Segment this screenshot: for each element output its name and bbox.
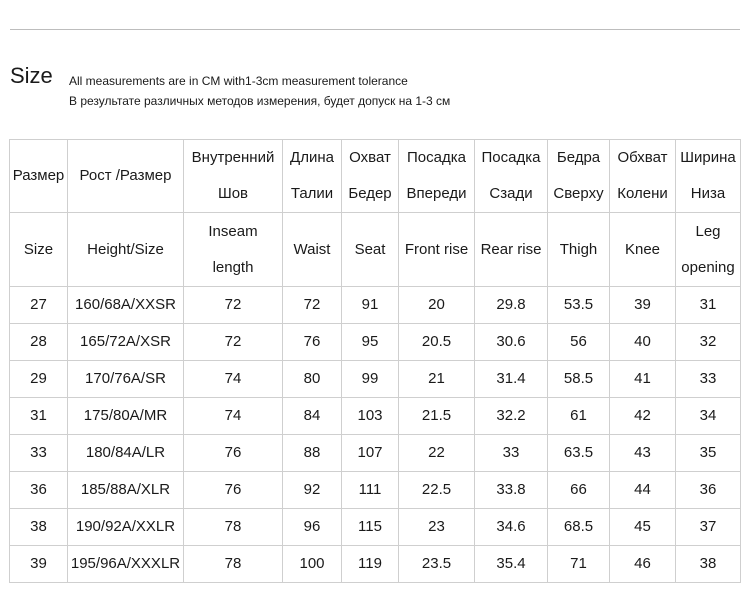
table-cell: 190/92A/XXLR <box>68 509 184 546</box>
table-cell: 91 <box>342 287 399 324</box>
header-cell-line: Сверху <box>553 185 604 202</box>
header-cell-line: Ширина <box>680 149 736 166</box>
table-cell: 160/68A/XXSR <box>68 287 184 324</box>
table-cell: 58.5 <box>548 361 610 398</box>
table-cell: 40 <box>610 324 676 361</box>
header-cell-line: Охват <box>349 149 391 166</box>
table-cell: 32.2 <box>475 398 548 435</box>
table-cell: 43 <box>610 435 676 472</box>
table-cell: 115 <box>342 509 399 546</box>
header-cell-line: Посадка <box>407 149 466 166</box>
table-cell: 119 <box>342 546 399 583</box>
table-cell: 180/84A/LR <box>68 435 184 472</box>
table-cell: 34 <box>676 398 741 435</box>
table-cell: 29.8 <box>475 287 548 324</box>
header-cell-line: Сзади <box>489 185 533 202</box>
table-cell: 42 <box>610 398 676 435</box>
header-cell-line: Рост /Размер <box>79 167 172 184</box>
table-cell: 170/76A/SR <box>68 361 184 398</box>
table-cell: 96 <box>283 509 342 546</box>
table-cell: 36 <box>676 472 741 509</box>
table-cell: 27 <box>10 287 68 324</box>
header-cell-line: Внутренний <box>191 149 275 166</box>
header-cell-line: Inseam <box>208 222 258 240</box>
table-cell: 63.5 <box>548 435 610 472</box>
table-cell: 38 <box>676 546 741 583</box>
table-cell: 31.4 <box>475 361 548 398</box>
table-cell: 21.5 <box>399 398 475 435</box>
table-cell: 195/96A/XXXLR <box>68 546 184 583</box>
table-cell: 165/72A/XSR <box>68 324 184 361</box>
table-cell: 38 <box>10 509 68 546</box>
table-cell: 35.4 <box>475 546 548 583</box>
note-russian: В результате различных методов измерения, будет допуск на 1-3 см <box>69 94 451 108</box>
header-cell <box>342 213 399 287</box>
table-cell: 20.5 <box>399 324 475 361</box>
table-cell: 32 <box>676 324 741 361</box>
table-cell: 33 <box>10 435 68 472</box>
header-cell-line: Размер <box>12 167 65 184</box>
header-cell <box>68 213 184 287</box>
table-cell: 46 <box>610 546 676 583</box>
table-cell: 185/88A/XLR <box>68 472 184 509</box>
table-cell: 45 <box>610 509 676 546</box>
header-cell-line: Knee <box>624 240 661 258</box>
table-cell: 29 <box>10 361 68 398</box>
table-cell: 100 <box>283 546 342 583</box>
table-cell: 103 <box>342 398 399 435</box>
table-row <box>10 472 741 509</box>
table-cell: 88 <box>283 435 342 472</box>
table-cell: 76 <box>184 435 283 472</box>
table-cell: 111 <box>342 472 399 509</box>
header-cell-line: Thigh <box>559 240 598 258</box>
header-cell-line: Талии <box>290 185 334 202</box>
table-cell: 22 <box>399 435 475 472</box>
table-cell: 56 <box>548 324 610 361</box>
table-cell: 39 <box>610 287 676 324</box>
table-cell: 74 <box>184 398 283 435</box>
header-cell <box>610 213 676 287</box>
table-cell: 34.6 <box>475 509 548 546</box>
table-cell: 66 <box>548 472 610 509</box>
header-cell-line: Шов <box>217 185 249 202</box>
header-row-english <box>10 213 741 287</box>
table-cell: 99 <box>342 361 399 398</box>
table-cell: 22.5 <box>399 472 475 509</box>
table-cell: 84 <box>283 398 342 435</box>
header-cell <box>548 213 610 287</box>
header-cell-line: length <box>212 258 254 276</box>
table-cell: 33.8 <box>475 472 548 509</box>
table-cell: 72 <box>184 287 283 324</box>
table-cell: 31 <box>676 287 741 324</box>
table-cell: 68.5 <box>548 509 610 546</box>
header-cell-line: Низа <box>690 185 726 202</box>
header-cell <box>184 140 283 213</box>
table-row <box>10 509 741 546</box>
table-cell: 78 <box>184 546 283 583</box>
header-cell <box>283 213 342 287</box>
table-cell: 53.5 <box>548 287 610 324</box>
page-title: Size <box>10 63 53 88</box>
table-cell: 31 <box>10 398 68 435</box>
table-cell: 20 <box>399 287 475 324</box>
table-cell: 23.5 <box>399 546 475 583</box>
header-cell-line: Посадка <box>481 149 541 166</box>
header-cell <box>10 213 68 287</box>
table-row <box>10 435 741 472</box>
header-cell-line: Колени <box>617 185 668 202</box>
header-cell-line: Leg <box>695 222 721 240</box>
top-divider <box>10 29 740 30</box>
header-cell <box>676 140 741 213</box>
size-chart-table <box>9 139 741 583</box>
header-cell-line: Seat <box>354 240 386 258</box>
table-cell: 72 <box>184 324 283 361</box>
header-cell <box>610 140 676 213</box>
table-cell: 36 <box>10 472 68 509</box>
header-cell-line: opening <box>681 258 735 276</box>
table-cell: 37 <box>676 509 741 546</box>
table-cell: 61 <box>548 398 610 435</box>
table-cell: 175/80A/MR <box>68 398 184 435</box>
header-cell-line: Обхват <box>617 149 668 166</box>
header-cell-line: Height/Size <box>87 240 164 258</box>
header-cell <box>399 140 475 213</box>
table-cell: 33 <box>475 435 548 472</box>
table-row <box>10 287 741 324</box>
table-cell: 76 <box>184 472 283 509</box>
header-cell-line: Waist <box>293 240 331 258</box>
header-cell <box>399 213 475 287</box>
table-cell: 28 <box>10 324 68 361</box>
table-row <box>10 546 741 583</box>
table-cell: 44 <box>610 472 676 509</box>
header-cell <box>475 140 548 213</box>
header-cell <box>283 140 342 213</box>
note-english: All measurements are in CM with1-3cm measurement tolerance <box>69 74 408 88</box>
header-row-russian <box>10 140 741 213</box>
table-row <box>10 324 741 361</box>
table-cell: 41 <box>610 361 676 398</box>
table-cell: 92 <box>283 472 342 509</box>
header-cell <box>68 140 184 213</box>
header-cell <box>10 140 68 213</box>
table-cell: 30.6 <box>475 324 548 361</box>
header-cell-line: Бедер <box>348 185 392 202</box>
header-cell <box>475 213 548 287</box>
table-cell: 33 <box>676 361 741 398</box>
header-cell-line: Front rise <box>404 240 469 258</box>
header-cell-line: Длина <box>290 149 334 166</box>
table-cell: 107 <box>342 435 399 472</box>
table-row <box>10 398 741 435</box>
table-cell: 21 <box>399 361 475 398</box>
table-cell: 80 <box>283 361 342 398</box>
header-cell-line: Впереди <box>406 185 467 202</box>
header-cell <box>676 213 741 287</box>
table-cell: 78 <box>184 509 283 546</box>
table-cell: 71 <box>548 546 610 583</box>
table-cell: 95 <box>342 324 399 361</box>
header-cell <box>342 140 399 213</box>
header-cell-line: Rear rise <box>480 240 542 258</box>
header-cell <box>184 213 283 287</box>
table-row <box>10 361 741 398</box>
table-cell: 35 <box>676 435 741 472</box>
table-cell: 72 <box>283 287 342 324</box>
table-cell: 76 <box>283 324 342 361</box>
table-cell: 39 <box>10 546 68 583</box>
header-cell <box>548 140 610 213</box>
table-cell: 23 <box>399 509 475 546</box>
header-cell-line: Size <box>23 240 54 258</box>
header-cell-line: Бедра <box>556 149 601 166</box>
table-cell: 74 <box>184 361 283 398</box>
